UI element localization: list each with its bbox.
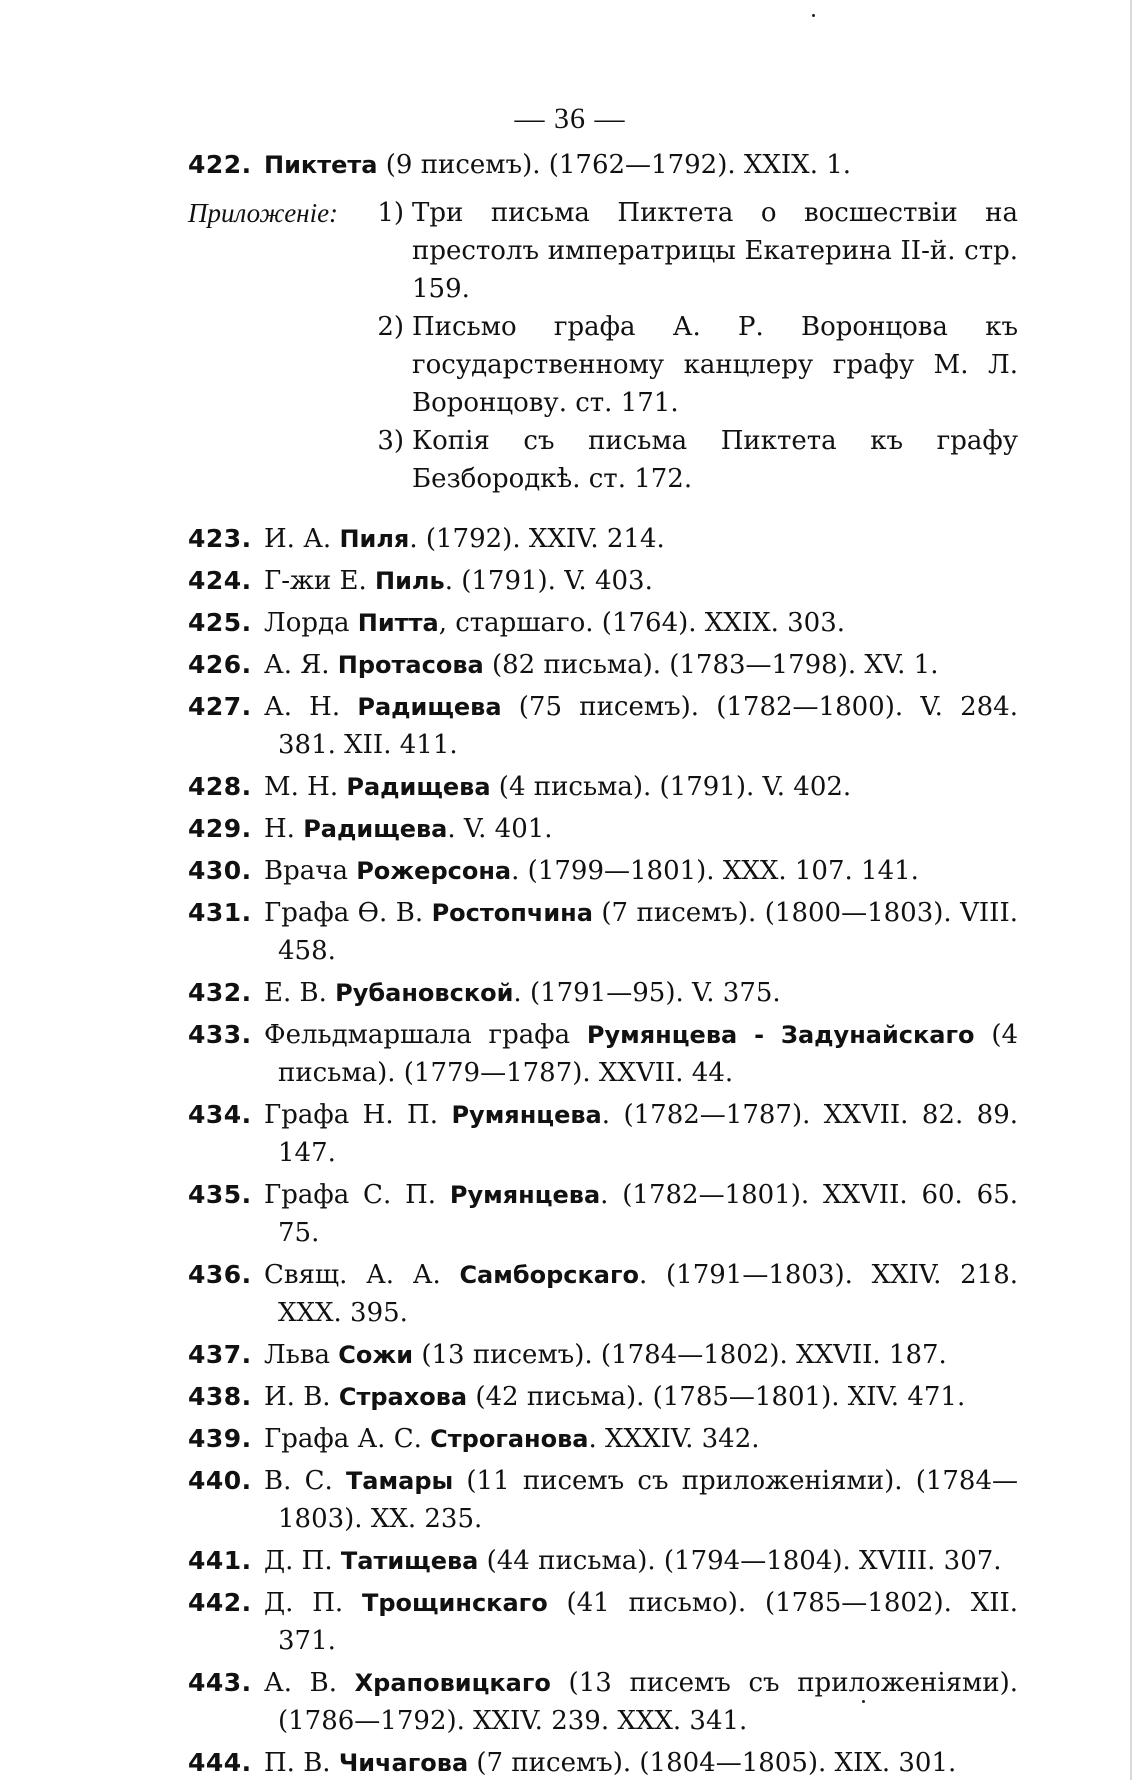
index-entry: [188, 1256, 1018, 1332]
index-entry: [188, 1378, 1018, 1416]
entry-prefix: Графа Ѳ. В.: [264, 898, 432, 928]
entry-surname: Протасова: [337, 651, 484, 679]
entry-details: (7 писемъ). (1804—1805). XIX. 301.: [468, 1748, 957, 1778]
index-entry: [188, 520, 1018, 558]
index-entry: [188, 1016, 1018, 1092]
index-entry: [188, 894, 1018, 970]
index-entry: [188, 1336, 1018, 1374]
entry-surname: Радищева: [303, 815, 448, 843]
entry-details: (11 писемъ съ приложеніями). (1784—1803). XX. 235.: [278, 1466, 1019, 1534]
entry-text: [264, 1176, 1018, 1252]
entry-prefix: И. В.: [264, 1382, 339, 1412]
entry-number: 444.: [188, 1748, 252, 1777]
entry-number: 442.: [188, 1588, 252, 1617]
index-entry: [188, 1462, 1018, 1538]
entry-prefix: Е. В.: [264, 978, 336, 1008]
entry-number: 443.: [188, 1668, 252, 1697]
index-entry: [188, 646, 1018, 684]
entry-text: [264, 1542, 1018, 1580]
entry-prefix: Льва: [264, 1340, 339, 1370]
entry-surname: Радищева: [346, 773, 491, 801]
entry-number: 430.: [188, 856, 252, 885]
appendix-item-text: Три письма Пиктета о восшествіи на престолъ императрицы Екатерина II-й. стр. 159.: [412, 198, 1018, 304]
entry-number: 431.: [188, 898, 252, 927]
entry-number: 427.: [188, 692, 252, 721]
entry-text: [264, 604, 1018, 642]
entry-number: 434.: [188, 1100, 252, 1129]
entry-details: (75 писемъ). (1782—1800). V. 284. 381. XII. 411.: [278, 692, 1018, 760]
entry-prefix: Графа А. С.: [264, 1424, 431, 1454]
entry-details: . (1799—1801). XXX. 107. 141.: [511, 856, 919, 886]
entry-text: [264, 1256, 1018, 1332]
entry-prefix: В. С.: [264, 1466, 346, 1496]
entry-number: 438.: [188, 1382, 252, 1411]
entry-details: , старшаго. (1764). XXIX. 303.: [438, 608, 846, 638]
entry-details: (41 письмо). (1785—1802). XII. 371.: [278, 1588, 1019, 1656]
entry-surname: Пиля: [339, 525, 410, 553]
entry-prefix: М. Н.: [264, 772, 347, 802]
entry-surname: Пиль: [375, 567, 445, 595]
entry-text: [264, 1664, 1018, 1740]
entry-number: 428.: [188, 772, 252, 801]
entry-number: 436.: [188, 1260, 252, 1289]
entry-surname: Румянцева: [451, 1101, 602, 1129]
entry-surname: Радищева: [357, 693, 502, 721]
entry-number: 424.: [188, 566, 252, 595]
entry-text: [264, 1378, 1018, 1416]
entry-prefix: А. В.: [264, 1668, 355, 1698]
entry-prefix: А. Н.: [264, 692, 358, 722]
entry-prefix: Д. П.: [264, 1546, 341, 1576]
entry-number: 440.: [188, 1466, 252, 1495]
paper-speck: [812, 14, 815, 17]
entry-prefix: Лорда: [264, 608, 358, 638]
entry-text: [264, 1336, 1018, 1374]
page-edge-shadow: [1130, 0, 1132, 1780]
appendix-item-number: 2): [377, 312, 404, 342]
entry-text: [264, 146, 1018, 184]
entry-text: [264, 810, 1018, 848]
entry-prefix: А. Я.: [264, 650, 338, 680]
appendix-item: [364, 308, 1018, 422]
entry-details: . (1782—1787). XXVII. 82. 89. 147.: [278, 1100, 1019, 1168]
entry-surname: Румянцева: [449, 1181, 601, 1209]
entry-details: (7 писемъ). (1800—1803). VIII. 458.: [278, 898, 1018, 966]
entry-details: . (1792). XXIV. 214.: [409, 524, 665, 554]
entry-details: (4 письма). (1779—1787). XXVII. 44.: [278, 1020, 1019, 1088]
index-entry: [188, 1744, 1018, 1782]
appendix-item-text: Письмо графа А. Р. Воронцова къ государственному канцлеру графу М. Л. Воронцову. ст. 171.: [412, 312, 1018, 418]
index-entry: [188, 562, 1018, 600]
index-entry: [188, 974, 1018, 1012]
appendix-item: [364, 422, 1018, 498]
entry-number: 432.: [188, 978, 252, 1007]
index-entry: [188, 146, 1018, 184]
index-entry: [188, 604, 1018, 642]
entry-details: (13 писемъ съ приложеніями). (1786—1792). XXIV. 239. XXX. 341.: [278, 1668, 1019, 1736]
entry-surname: Рожерсона: [356, 857, 512, 885]
index-entry: [188, 768, 1018, 806]
entry-number: 426.: [188, 650, 252, 679]
entry-prefix: Фельдмаршала графа: [264, 1020, 587, 1050]
appendix-item-number: 3): [377, 426, 404, 456]
index-entry: [188, 810, 1018, 848]
appendix-item-text: Копія съ письма Пиктета къ графу Безбородкѣ. ст. 172.: [412, 426, 1018, 494]
index-entry: [188, 1096, 1018, 1172]
entry-surname: Чичагова: [338, 1749, 469, 1777]
entry-number: 429.: [188, 814, 252, 843]
entry-surname: Ростопчина: [431, 899, 593, 927]
entry-prefix: Г-жи Е.: [264, 566, 376, 596]
entry-details: (82 письма). (1783—1798). XV. 1.: [483, 650, 939, 680]
index-entry: [188, 688, 1018, 764]
entry-text: [264, 520, 1018, 558]
index-entry: [188, 1420, 1018, 1458]
entry-number: 439.: [188, 1424, 252, 1453]
entry-text: [264, 852, 1018, 890]
entry-details: (4 письма). (1791). V. 402.: [490, 772, 852, 802]
entry-details: (9 писемъ). (1762—1792). XXIX. 1.: [377, 150, 852, 180]
entry-details: (13 писемъ). (1784—1802). XXVII. 187.: [413, 1340, 947, 1370]
entry-details: . (1791—95). V. 375.: [513, 978, 781, 1008]
entry-details: . V. 401.: [447, 814, 553, 844]
appendix-item-number: 1): [377, 198, 404, 228]
entry-prefix: Д. П.: [264, 1588, 362, 1618]
entry-text: [264, 1420, 1018, 1458]
entry-text: [264, 688, 1018, 764]
index-entry: [188, 1584, 1018, 1660]
entry-text: [264, 768, 1018, 806]
index-entry: [188, 1542, 1018, 1580]
entry-surname: Рубановской: [335, 979, 514, 1007]
entry-prefix: Н.: [264, 814, 304, 844]
entry-text: [264, 1096, 1018, 1172]
entry-surname: Самборскаго: [459, 1261, 640, 1289]
appendix-items: [364, 194, 1018, 498]
entry-text: [264, 562, 1018, 600]
entry-number: 433.: [188, 1020, 252, 1049]
entry-surname: Страхова: [338, 1383, 468, 1411]
entry-text: [264, 1462, 1018, 1538]
entry-surname: Румянцева - Задунайскаго: [586, 1021, 975, 1049]
index-entry: [188, 1176, 1018, 1252]
entry-number: 425.: [188, 608, 252, 637]
entry-details: (44 письма). (1794—1804). XVIII. 307.: [478, 1546, 1002, 1576]
entry-surname: Трощинскаго: [361, 1589, 548, 1617]
entry-surname: Сожи: [338, 1341, 414, 1369]
appendix-item: [364, 194, 1018, 308]
entry-prefix: П. В.: [264, 1748, 339, 1778]
page-number: — 36 —: [514, 102, 626, 135]
entry-prefix: Графа Н. П.: [264, 1100, 452, 1130]
entry-surname: Храповицкаго: [354, 1669, 551, 1697]
entry-prefix: Свящ. А. А.: [264, 1260, 460, 1290]
entry-number: 422.: [188, 150, 252, 179]
entry-details: (42 письма). (1785—1801). XIV. 471.: [467, 1382, 966, 1412]
entry-text: [264, 974, 1018, 1012]
entry-text: [264, 1744, 1018, 1782]
entry-number: 441.: [188, 1546, 252, 1575]
entry-number: 437.: [188, 1340, 252, 1369]
entry-details: . (1782—1801). XXVII. 60. 65. 75.: [278, 1180, 1018, 1248]
index-entry: [188, 1664, 1018, 1740]
index-list: [188, 146, 1018, 1786]
entry-number: 423.: [188, 524, 252, 553]
entry-text: [264, 894, 1018, 970]
index-entry: [188, 852, 1018, 890]
appendix-block: [188, 194, 1018, 498]
entry-text: [264, 646, 1018, 684]
entry-surname: Питта: [357, 609, 439, 637]
entry-surname: Татищева: [340, 1547, 479, 1575]
entry-number: 435.: [188, 1180, 252, 1209]
entry-prefix: И. А.: [264, 524, 340, 554]
entry-text: [264, 1584, 1018, 1660]
entry-prefix: Графа С. П.: [264, 1180, 450, 1210]
appendix-label: Приложеніе:: [188, 198, 339, 228]
entry-surname: Тамары: [345, 1467, 454, 1495]
entry-details: . XXXIV. 342.: [588, 1424, 760, 1454]
entry-prefix: Врача: [264, 856, 357, 886]
entry-details: . (1791—1803). XXIV. 218. XXX. 395.: [278, 1260, 1019, 1328]
entry-text: [264, 1016, 1018, 1092]
entry-details: . (1791). V. 403.: [444, 566, 653, 596]
entry-surname: Строганова: [430, 1425, 589, 1453]
entry-surname: Пиктета: [264, 151, 378, 179]
